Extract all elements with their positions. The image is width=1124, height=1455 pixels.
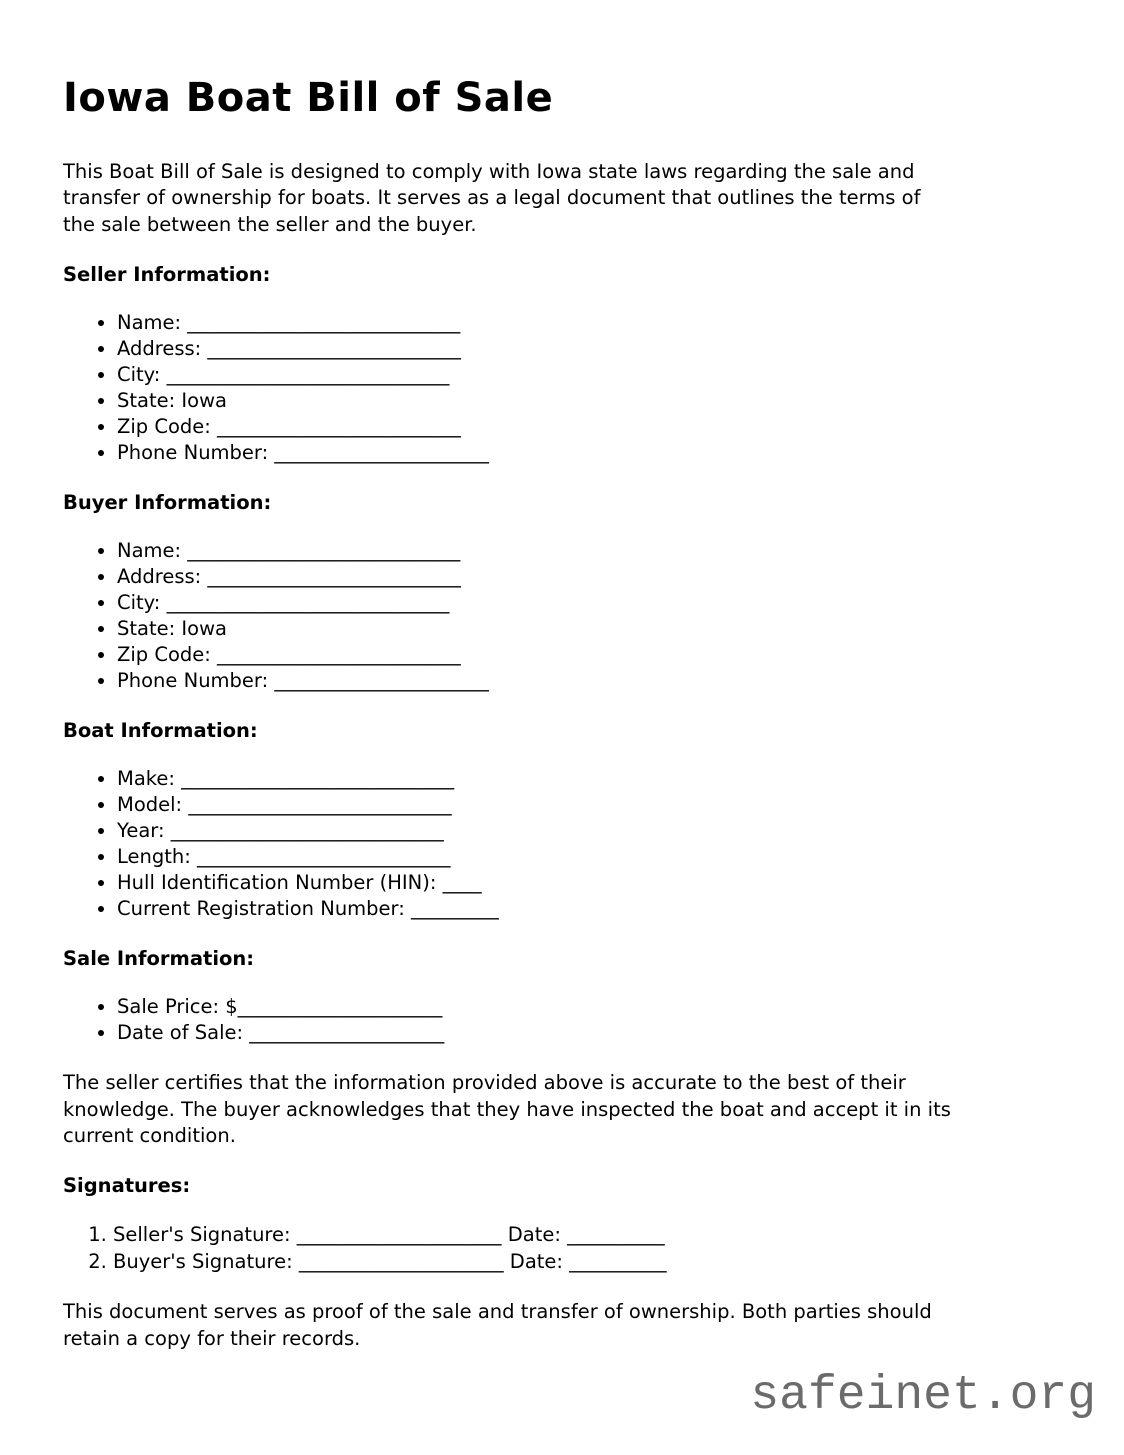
buyer-city-field: • City: _____________________________	[117, 590, 1064, 616]
seller-city-field: • City: _____________________________	[117, 362, 1064, 388]
intro-line-3: the sale between the seller and the buyer.	[63, 212, 477, 236]
intro-paragraph	[63, 159, 1064, 238]
sale-section-heading: Sale Information:	[63, 947, 255, 971]
signature-list	[63, 1221, 1064, 1275]
seller-name-field: • Name: ____________________________	[117, 310, 1064, 336]
certification-line-3: current condition.	[63, 1124, 236, 1148]
seller-phone-field: • Phone Number: ______________________	[117, 440, 1064, 466]
sale-date-field: • Date of Sale: ____________________	[117, 1020, 1064, 1046]
seller-state-field: • State: Iowa	[117, 388, 1064, 414]
closing-line-1: This document serves as proof of the sale and transfer of ownership. Both parties should	[63, 1300, 932, 1324]
boat-make-field: • Make: ____________________________	[117, 766, 1064, 792]
buyer-field-list	[63, 538, 1064, 694]
buyer-address-field: • Address: __________________________	[117, 564, 1064, 590]
sale-field-list	[63, 994, 1064, 1046]
page-title: Iowa Boat Bill of Sale	[63, 75, 554, 121]
boat-model-field: • Model: ___________________________	[117, 792, 1064, 818]
seller-address-field: • Address: __________________________	[117, 336, 1064, 362]
seller-field-list	[63, 310, 1064, 466]
closing-line-2: retain a copy for their records.	[63, 1326, 361, 1350]
certification-line-1: The seller certifies that the information provided above is accurate to the best of their	[63, 1071, 906, 1095]
seller-section-heading: Seller Information:	[63, 263, 271, 287]
boat-registration-field: • Current Registration Number: _________	[117, 896, 1064, 922]
boat-hin-field: • Hull Identification Number (HIN): ____	[117, 870, 1064, 896]
buyer-section-heading: Buyer Information:	[63, 491, 272, 515]
watermark-safeinet: safeinet.org	[750, 1369, 1096, 1423]
certification-paragraph	[63, 1070, 1064, 1149]
buyer-zip-field: • Zip Code: _________________________	[117, 642, 1064, 668]
certification-line-2: knowledge. The buyer acknowledges that they have inspected the boat and accept it in its	[63, 1097, 951, 1121]
buyer-state-field: • State: Iowa	[117, 616, 1064, 642]
closing-paragraph	[63, 1299, 1064, 1352]
seller-zip-field: • Zip Code: _________________________	[117, 414, 1064, 440]
boat-length-field: • Length: __________________________	[117, 844, 1064, 870]
seller-signature-line: 1. Seller's Signature: _____________________ Date: __________	[113, 1221, 1064, 1248]
buyer-signature-line: 2. Buyer's Signature: _____________________ Date: __________	[113, 1248, 1064, 1275]
boat-year-field: • Year: ____________________________	[117, 818, 1064, 844]
boat-field-list	[63, 766, 1064, 922]
buyer-phone-field: • Phone Number: ______________________	[117, 668, 1064, 694]
signatures-section-heading: Signatures:	[63, 1174, 191, 1198]
buyer-name-field: • Name: ____________________________	[117, 538, 1064, 564]
intro-line-2: transfer of ownership for boats. It serves as a legal document that outlines the terms of	[63, 186, 921, 210]
intro-line-1: This Boat Bill of Sale is designed to comply with Iowa state laws regarding the sale and	[63, 160, 915, 183]
boat-section-heading: Boat Information:	[63, 719, 258, 743]
sale-price-field: • Sale Price: $_____________________	[117, 994, 1064, 1020]
